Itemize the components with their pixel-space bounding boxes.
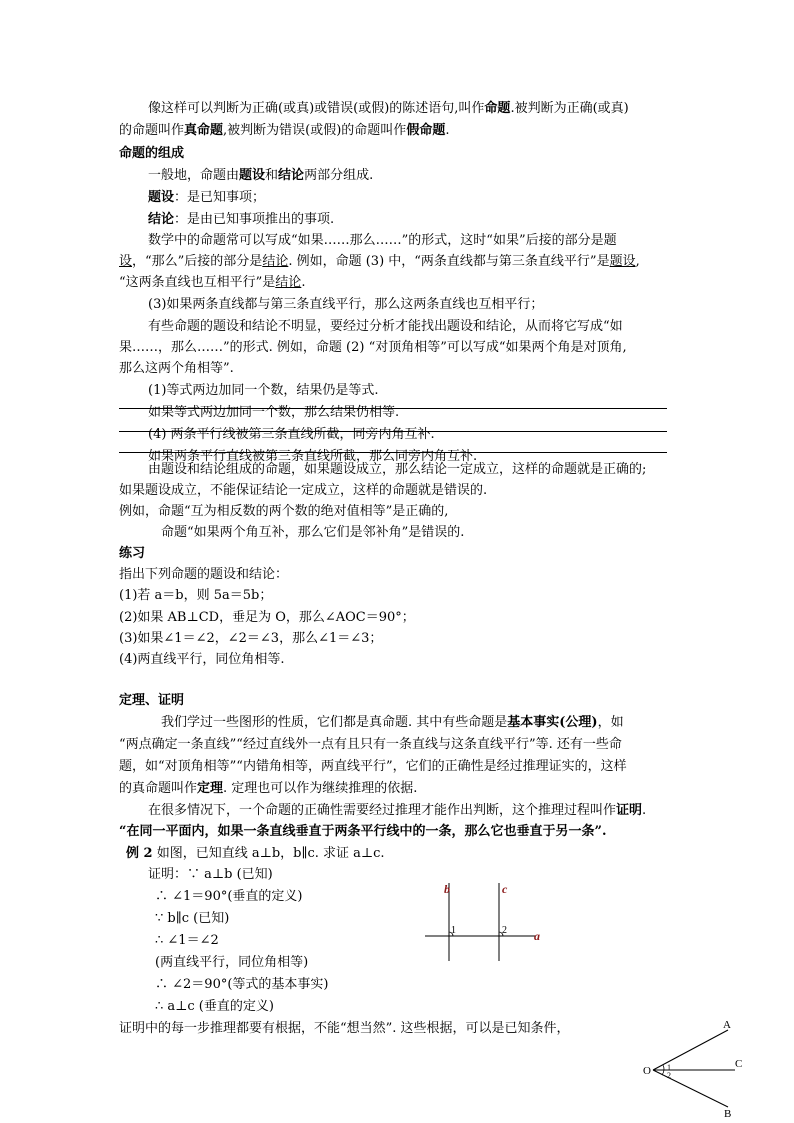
proof-step-7: ∴ a⊥c (垂直的定义) <box>155 999 274 1014</box>
answer-line-1 <box>119 408 667 409</box>
example-line-2: 命题“如果两个角互补，那么它们是邻补角”是错误的. <box>161 525 465 540</box>
ray-OA <box>653 1030 728 1070</box>
proof-step-1: 证明：∵ a⊥b (已知) <box>148 867 273 882</box>
example-proposition-3: (3)如果两条直线都与第三条直线平行，那么这两条直线也互相平行； <box>148 297 544 312</box>
intro-text: .被判断为正确(或真) <box>510 101 629 116</box>
text: 在很多情况下，一个命题的正确性需要经过推理才能作出判断，这个推理过程叫作 <box>148 803 617 818</box>
practice-prompt: 指出下列命题的题设和结论： <box>119 567 289 582</box>
example-label: 例 2 <box>126 846 153 861</box>
intro-line-1 <box>148 100 629 117</box>
proof-step-5: (两直线平行，同位角相等) <box>155 955 309 970</box>
term-false-proposition: 假命题 <box>406 123 446 138</box>
label-angle-2: 2 <box>667 1071 671 1080</box>
term-true-proposition: 真命题 <box>184 123 224 138</box>
text: 的真命题叫作 <box>119 781 198 796</box>
practice-item-1: (1)若 a＝b，则 5a＝5b； <box>119 588 273 603</box>
text: . <box>642 803 647 818</box>
underlined-term: 设 <box>119 254 133 269</box>
text: ，如 <box>597 715 624 730</box>
label-b: b <box>444 883 450 896</box>
intro-text: 的命题叫作 <box>119 123 185 138</box>
example-line-1: 例如，命题“互为相反数的两个数的绝对值相等”是正确的, <box>119 504 449 519</box>
underlined-term: 题设 <box>609 254 636 269</box>
term-hypothesis: 题设 <box>148 190 175 205</box>
label-C: C <box>735 1058 743 1070</box>
closing-line: 证明中的每一步推理都要有根据，不能“想当然”. 这些根据，可以是已知条件， <box>119 1021 570 1036</box>
proof-step-4: ∴ ∠1＝∠2 <box>155 933 219 948</box>
label-angle-2: 2 <box>502 925 507 936</box>
composition-paragraph-4-line-1: 由题设和结论组成的命题，如果题设成立，那么结论一定成立，这样的命题就是正确的; <box>148 462 647 477</box>
label-A: A <box>723 1019 731 1031</box>
label-O: O <box>643 1065 651 1077</box>
theorem-paragraph-1-line-3: 题，如“对顶角相等”“内错角相等，两直线平行”，它们的正确性是经过推理证实的，这样 <box>119 759 627 774</box>
answer-line-2 <box>119 431 667 432</box>
section-heading-composition: 命题的组成 <box>119 146 185 161</box>
practice-item-3: (3)如果∠1＝∠2，∠2＝∠3，那么∠1＝∠3； <box>119 631 383 646</box>
text: . 例如，命题 (3) 中，“两条直线都与第三条直线平行”是 <box>288 254 610 269</box>
text: . 定理也可以作为继续推理的依据. <box>223 781 418 796</box>
label-angle-1: 1 <box>667 1063 671 1072</box>
theorem-paragraph-1-line-2: “两点确定一条直线”“经过直线外一点有且只有一条直线与这条直线平行”等. 还有一些命 <box>119 737 622 752</box>
theorem-paragraph-2 <box>148 802 646 819</box>
angle-arc-2 <box>662 1070 664 1075</box>
text: ：是已知事项； <box>174 190 266 205</box>
term-theorem: 定理 <box>197 781 224 796</box>
text: 和 <box>265 168 279 183</box>
text: ：是由已知事项推出的事项. <box>174 212 335 227</box>
intro-text: 像这样可以判断为正确(或真)或错误(或假)的陈述语句,叫作 <box>148 101 485 116</box>
label-c: c <box>502 883 508 896</box>
section-heading-practice: 练习 <box>119 546 146 561</box>
figure-parallel-lines <box>425 883 545 973</box>
ray-OB <box>653 1070 728 1107</box>
term-conclusion: 结论 <box>148 212 175 227</box>
proof-step-6: ∴ ∠2＝90°(等式的基本事实) <box>155 977 329 992</box>
figure-angle-bisector <box>640 1018 750 1118</box>
text: “这两条直线也互相平行”是 <box>119 275 276 290</box>
term-hypothesis: 题设 <box>239 168 266 183</box>
composition-paragraph-2-line-2 <box>119 253 640 270</box>
intro-text: . <box>445 123 450 138</box>
text: . <box>301 275 306 290</box>
hypothesis-definition <box>148 189 265 206</box>
term-proposition: 命题 <box>484 101 511 116</box>
intro-line-2 <box>119 122 449 139</box>
label-angle-1: 1 <box>451 925 456 936</box>
text: ，“那么”后接的部分是 <box>132 254 263 269</box>
intro-text: ,被判断为错误(或假)的命题叫作 <box>223 123 407 138</box>
label-B: B <box>724 1108 732 1118</box>
composition-paragraph-3-line-2: 果……，那么……”的形式. 例如，命题 (2) “对顶角相等”可以写成“如果两个角是对顶角, <box>119 340 627 355</box>
practice-item-4: (4)两直线平行，同位角相等. <box>119 652 285 667</box>
text: 两部分组成. <box>304 168 374 183</box>
conclusion-definition <box>148 211 334 228</box>
theorem-paragraph-1-line-4 <box>119 780 417 797</box>
bold-statement: “在同一平面内，如果一条直线垂直于两条平行线中的一条，那么它也垂直于另一条”. <box>119 824 607 839</box>
composition-paragraph-3-line-1: 有些命题的题设和结论不明显，要经过分析才能找出题设和结论，从而将它写成“如 <box>148 319 623 334</box>
composition-paragraph-2-line-1: 数学中的命题常可以写成“如果……那么……”的形式，这时“如果”后接的部分是题 <box>148 233 617 248</box>
section-heading-theorem: 定理、证明 <box>119 693 185 708</box>
angle-arc-1 <box>663 1065 664 1070</box>
composition-paragraph-1 <box>148 167 373 184</box>
term-axiom: 基本事实(公理) <box>507 715 598 730</box>
text: 一般地，命题由 <box>148 168 240 183</box>
proof-step-2: ∴ ∠1＝90°(垂直的定义) <box>155 889 303 904</box>
underlined-term: 结论 <box>262 254 289 269</box>
composition-paragraph-3-line-3: 那么这两个角相等”. <box>119 361 234 376</box>
example-2 <box>126 845 385 862</box>
label-a: a <box>534 929 540 943</box>
underlined-term: 结论 <box>275 275 302 290</box>
term-conclusion: 结论 <box>278 168 305 183</box>
proof-step-3: ∵ b∥c (已知) <box>155 911 230 926</box>
answer-line-3 <box>119 452 667 453</box>
theorem-paragraph-1-line-1 <box>161 714 624 731</box>
text: 我们学过一些图形的性质，它们都是真命题. 其中有些命题是 <box>161 715 508 730</box>
exercise-item-1: (1)等式两边加同一个数，结果仍是等式. <box>148 383 379 398</box>
text: , <box>635 254 640 269</box>
exercise-answer-4: 如果两条平行直线被第三条直线所截，那么同旁内角互补. <box>148 449 478 464</box>
exercise-item-4: (4) 两条平行线被第三条直线所截，同旁内角互补. <box>148 427 435 442</box>
composition-paragraph-2-line-3 <box>119 274 305 291</box>
term-proof: 证明 <box>616 803 643 818</box>
practice-item-2: (2)如果 AB⊥CD，垂足为 O，那么∠AOC＝90°； <box>119 610 415 625</box>
text: 如图，已知直线 a⊥b，b∥c. 求证 a⊥c. <box>152 846 385 861</box>
exercise-answer-1: 如果等式两边加同一个数，那么结果仍相等. <box>148 405 400 420</box>
composition-paragraph-4-line-2: 如果题设成立，不能保证结论一定成立，这样的命题就是错误的. <box>119 483 488 498</box>
